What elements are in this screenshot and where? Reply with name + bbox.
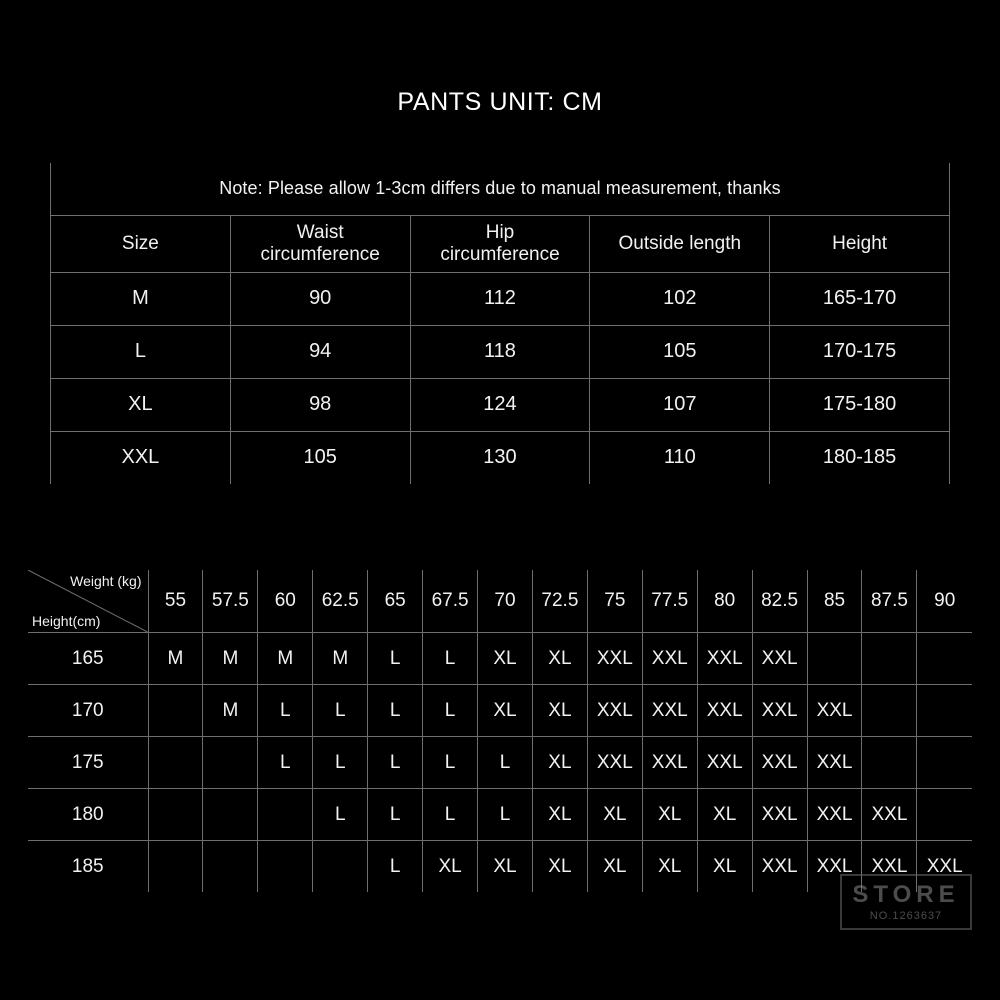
matrix-size-cell: M bbox=[203, 633, 258, 685]
matrix-size-cell: XXL bbox=[752, 685, 807, 737]
matrix-size-cell: M bbox=[313, 633, 368, 685]
cell-waist: 94 bbox=[230, 325, 410, 378]
matrix-size-cell: L bbox=[313, 737, 368, 789]
spacer-right bbox=[950, 431, 973, 484]
matrix-size-cell: L bbox=[368, 789, 423, 841]
matrix-size-cell: L bbox=[258, 685, 313, 737]
matrix-row bbox=[28, 737, 972, 789]
matrix-size-cell: L bbox=[368, 737, 423, 789]
size-table bbox=[28, 163, 972, 484]
matrix-height-header: 165 bbox=[28, 633, 148, 685]
matrix-row bbox=[28, 841, 972, 893]
cell-waist: 90 bbox=[230, 272, 410, 325]
matrix-weight-header: 72.5 bbox=[532, 570, 587, 633]
spacer-left bbox=[28, 325, 51, 378]
matrix-size-cell bbox=[148, 685, 203, 737]
matrix-size-cell: XL bbox=[478, 841, 533, 893]
matrix-size-cell bbox=[313, 841, 368, 893]
matrix-size-cell: XXL bbox=[642, 737, 697, 789]
cell-waist: 105 bbox=[230, 431, 410, 484]
matrix-weight-header: 82.5 bbox=[752, 570, 807, 633]
matrix-weight-header: 70 bbox=[478, 570, 533, 633]
matrix-size-cell: M bbox=[148, 633, 203, 685]
matrix-size-cell: L bbox=[313, 789, 368, 841]
matrix-size-cell: XXL bbox=[917, 841, 972, 893]
column-header-waist-line2: circumference bbox=[260, 243, 380, 265]
matrix-size-cell: XL bbox=[642, 841, 697, 893]
matrix-size-cell bbox=[203, 737, 258, 789]
matrix-size-cell: XXL bbox=[752, 789, 807, 841]
matrix-size-cell: XL bbox=[532, 685, 587, 737]
matrix-size-cell: L bbox=[313, 685, 368, 737]
matrix-size-cell: XL bbox=[642, 789, 697, 841]
cell-height: 165-170 bbox=[770, 272, 950, 325]
matrix-size-cell bbox=[258, 841, 313, 893]
matrix-size-cell: XXL bbox=[697, 685, 752, 737]
matrix-size-cell: XXL bbox=[807, 789, 862, 841]
size-table-container bbox=[28, 163, 972, 484]
matrix-weight-header: 77.5 bbox=[642, 570, 697, 633]
matrix-row bbox=[28, 685, 972, 737]
matrix-size-cell bbox=[917, 633, 972, 685]
column-header-outside-length: Outside length bbox=[590, 215, 770, 272]
matrix-height-header: 185 bbox=[28, 841, 148, 893]
matrix-row bbox=[28, 789, 972, 841]
matrix-size-cell: M bbox=[203, 685, 258, 737]
cell-outside-length: 105 bbox=[590, 325, 770, 378]
matrix-size-cell: XXL bbox=[807, 685, 862, 737]
matrix-weight-header: 65 bbox=[368, 570, 423, 633]
spacer-left bbox=[28, 163, 51, 215]
matrix-row bbox=[28, 633, 972, 685]
matrix-size-cell: L bbox=[368, 841, 423, 893]
spacer-right bbox=[950, 272, 973, 325]
matrix-size-cell bbox=[148, 789, 203, 841]
spacer-right bbox=[950, 325, 973, 378]
matrix-size-cell: XXL bbox=[752, 841, 807, 893]
matrix-size-cell: XXL bbox=[697, 633, 752, 685]
cell-waist: 98 bbox=[230, 378, 410, 431]
matrix-size-cell: XXL bbox=[697, 737, 752, 789]
matrix-size-cell: XXL bbox=[642, 685, 697, 737]
matrix-size-cell: XXL bbox=[752, 737, 807, 789]
matrix-size-cell: XXL bbox=[752, 633, 807, 685]
matrix-weight-header: 75 bbox=[587, 570, 642, 633]
store-watermark bbox=[840, 874, 972, 930]
matrix-size-cell: XXL bbox=[642, 633, 697, 685]
title-container bbox=[0, 78, 1000, 129]
cell-size: XXL bbox=[51, 431, 231, 484]
matrix-height-header: 175 bbox=[28, 737, 148, 789]
matrix-size-cell: XXL bbox=[587, 737, 642, 789]
spacer-left bbox=[28, 215, 51, 272]
matrix-size-cell: XXL bbox=[862, 789, 917, 841]
matrix-size-cell: L bbox=[423, 633, 478, 685]
matrix-size-cell: XL bbox=[423, 841, 478, 893]
matrix-weight-header: 67.5 bbox=[423, 570, 478, 633]
matrix-header-row bbox=[28, 570, 972, 633]
matrix-size-cell: XL bbox=[478, 633, 533, 685]
cell-hip: 118 bbox=[410, 325, 590, 378]
matrix-weight-header: 55 bbox=[148, 570, 203, 633]
cell-outside-length: 107 bbox=[590, 378, 770, 431]
matrix-size-cell bbox=[917, 685, 972, 737]
matrix-size-cell: XL bbox=[697, 841, 752, 893]
cell-outside-length: 110 bbox=[590, 431, 770, 484]
matrix-size-cell: L bbox=[258, 737, 313, 789]
height-weight-matrix bbox=[28, 570, 972, 892]
column-header-hip-line1: Hip bbox=[485, 221, 515, 243]
matrix-size-cell: L bbox=[423, 685, 478, 737]
spacer-right bbox=[950, 215, 973, 272]
matrix-size-cell: XXL bbox=[587, 685, 642, 737]
spacer-right bbox=[950, 378, 973, 431]
cell-outside-length: 102 bbox=[590, 272, 770, 325]
matrix-size-cell bbox=[203, 841, 258, 893]
matrix-weight-header: 62.5 bbox=[313, 570, 368, 633]
matrix-size-cell: XL bbox=[532, 633, 587, 685]
matrix-size-cell bbox=[148, 841, 203, 893]
matrix-weight-header: 87.5 bbox=[862, 570, 917, 633]
cell-size: M bbox=[51, 272, 231, 325]
matrix-size-cell: L bbox=[478, 789, 533, 841]
spacer-right bbox=[950, 163, 973, 215]
table-row bbox=[28, 431, 972, 484]
size-matrix-container bbox=[28, 570, 972, 892]
matrix-size-cell: XL bbox=[587, 789, 642, 841]
matrix-size-cell bbox=[917, 789, 972, 841]
cell-hip: 124 bbox=[410, 378, 590, 431]
matrix-height-axis-label: Height(cm) bbox=[32, 613, 101, 629]
column-header-hip-line2: circumference bbox=[440, 243, 560, 265]
matrix-height-header: 180 bbox=[28, 789, 148, 841]
table-row bbox=[28, 325, 972, 378]
matrix-size-cell bbox=[917, 737, 972, 789]
watermark-store-label: STORE bbox=[852, 880, 960, 908]
page-title: PANTS UNIT: CM bbox=[363, 78, 636, 129]
spacer-left bbox=[28, 272, 51, 325]
cell-hip: 130 bbox=[410, 431, 590, 484]
spacer-left bbox=[28, 378, 51, 431]
matrix-size-cell bbox=[807, 633, 862, 685]
cell-height: 175-180 bbox=[770, 378, 950, 431]
matrix-size-cell: XL bbox=[532, 737, 587, 789]
table-row bbox=[28, 378, 972, 431]
matrix-weight-header: 90 bbox=[917, 570, 972, 633]
matrix-corner-cell bbox=[28, 570, 148, 633]
matrix-size-cell: L bbox=[368, 633, 423, 685]
matrix-weight-axis-label: Weight (kg) bbox=[70, 573, 142, 589]
column-header-waist-line1: Waist bbox=[296, 221, 344, 243]
cell-height: 180-185 bbox=[770, 431, 950, 484]
matrix-size-cell: L bbox=[478, 737, 533, 789]
matrix-size-cell: L bbox=[423, 789, 478, 841]
watermark-store-number: NO.1263637 bbox=[869, 909, 943, 922]
spacer-left bbox=[28, 431, 51, 484]
table-row-note bbox=[28, 163, 972, 215]
matrix-weight-header: 60 bbox=[258, 570, 313, 633]
matrix-size-cell: XXL bbox=[807, 737, 862, 789]
matrix-size-cell: XXL bbox=[862, 841, 917, 893]
matrix-size-cell bbox=[862, 737, 917, 789]
matrix-size-cell: XL bbox=[478, 685, 533, 737]
matrix-size-cell: L bbox=[423, 737, 478, 789]
matrix-size-cell bbox=[203, 789, 258, 841]
matrix-size-cell bbox=[258, 789, 313, 841]
matrix-size-cell: XL bbox=[587, 841, 642, 893]
matrix-weight-header: 80 bbox=[697, 570, 752, 633]
matrix-size-cell: L bbox=[368, 685, 423, 737]
matrix-size-cell bbox=[148, 737, 203, 789]
column-header-size: Size bbox=[51, 215, 231, 272]
table-row bbox=[28, 272, 972, 325]
matrix-size-cell: XXL bbox=[807, 841, 862, 893]
column-header-height: Height bbox=[770, 215, 950, 272]
matrix-size-cell bbox=[862, 633, 917, 685]
cell-height: 170-175 bbox=[770, 325, 950, 378]
column-header-waist bbox=[230, 215, 410, 272]
column-header-hip bbox=[410, 215, 590, 272]
table-row-header bbox=[28, 215, 972, 272]
matrix-size-cell: M bbox=[258, 633, 313, 685]
cell-size: L bbox=[51, 325, 231, 378]
matrix-weight-header: 57.5 bbox=[203, 570, 258, 633]
measurement-note: Note: Please allow 1-3cm differs due to manual measurement, thanks bbox=[51, 163, 950, 215]
matrix-size-cell: XXL bbox=[587, 633, 642, 685]
matrix-size-cell: XL bbox=[697, 789, 752, 841]
matrix-height-header: 170 bbox=[28, 685, 148, 737]
matrix-size-cell: XL bbox=[532, 789, 587, 841]
matrix-weight-header: 85 bbox=[807, 570, 862, 633]
matrix-size-cell bbox=[862, 685, 917, 737]
matrix-size-cell: XL bbox=[532, 841, 587, 893]
cell-size: XL bbox=[51, 378, 231, 431]
cell-hip: 112 bbox=[410, 272, 590, 325]
